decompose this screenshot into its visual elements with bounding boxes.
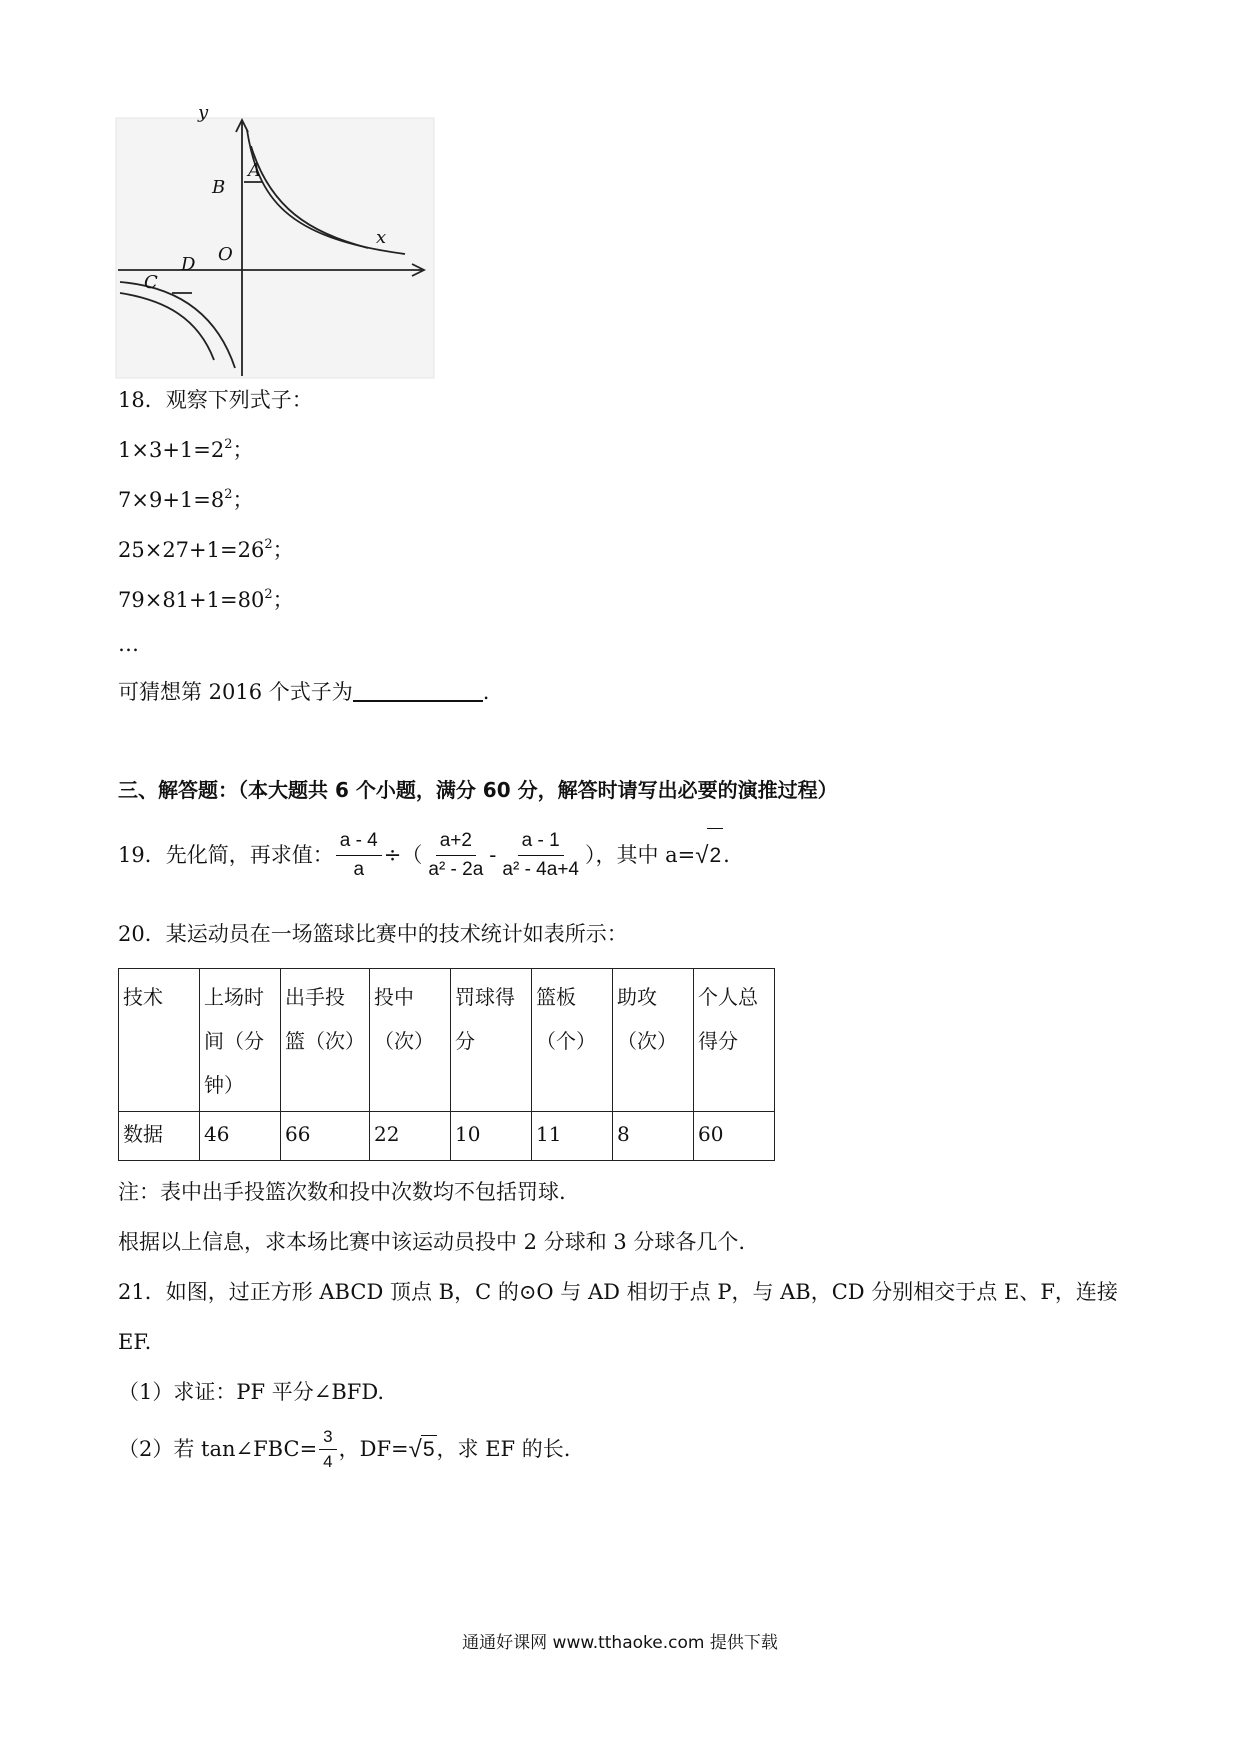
q20-stats-table: [118, 968, 775, 1161]
table-header-line: 得分: [698, 1029, 738, 1053]
q18-eq3-exp: 2: [264, 537, 273, 552]
q18-eq1-base: 1×3+1=2: [118, 438, 225, 462]
table-row: [119, 1112, 775, 1161]
q19-line: [118, 826, 730, 884]
q19-close: ），其中 a=: [584, 843, 696, 867]
q18-eq2: [118, 486, 254, 514]
q20-stem: 20．某运动员在一场篮球比赛中的技术统计如表所示：: [118, 922, 628, 946]
q21-fraction-denominator: 4: [323, 1451, 333, 1471]
q21-part1: （1）求证：PF 平分∠BFD.: [118, 1380, 385, 1404]
q18-eq2-base: 7×9+1=8: [118, 488, 225, 512]
table-header-line: 间（分: [204, 1029, 264, 1053]
sqrt-symbol-icon: √: [408, 1435, 422, 1463]
table-header-cell: [370, 969, 451, 1112]
table-cell: 22: [370, 1112, 451, 1161]
q19-f2-numerator: a+2: [436, 829, 476, 856]
q19-fraction-2: [424, 829, 487, 882]
q18-eq3-base: 25×27+1=26: [118, 538, 265, 562]
q21-fraction-numerator: 3: [319, 1427, 336, 1450]
section3-title: 三、解答题：（本大题共 6 个小题，满分 60 分，解答时请写出必要的演推过程）: [118, 778, 838, 802]
page-footer: 通通好课网 www.tthaoke.com 提供下载: [462, 1633, 778, 1653]
hyperbola-graph: [110, 108, 440, 380]
q19-f1-numerator: a - 4: [336, 829, 382, 856]
table-header-cell: [451, 969, 532, 1112]
table-header-label-text: 技术: [123, 985, 163, 1009]
q19-f3-numerator: a - 1: [518, 829, 564, 856]
table-header-line: 助攻: [617, 985, 657, 1009]
q21-sqrt: [409, 1435, 437, 1464]
hyperbola-figure: [110, 102, 440, 380]
table-header-line: （次）: [617, 1029, 677, 1053]
table-header-cell: [281, 969, 370, 1112]
table-cell: 10: [451, 1112, 532, 1161]
q19-f2-denominator: a² - 2a: [428, 858, 484, 880]
table-header-label: [119, 969, 200, 1112]
table-cell: 46: [200, 1112, 281, 1161]
label-c: C: [144, 272, 158, 293]
q18-eq4-base: 79×81+1=80: [118, 588, 265, 612]
q21-part2: [118, 1424, 570, 1474]
table-header-line: 个人总: [698, 985, 758, 1009]
q19-sqrt: [695, 828, 723, 883]
table-header-line: （个）: [536, 1029, 596, 1053]
q19-end: .: [723, 843, 730, 867]
label-a: A: [248, 160, 261, 181]
table-row-label: 数据: [119, 1112, 200, 1161]
table-header-line: 上场时: [204, 985, 264, 1009]
table-row: [119, 969, 775, 1112]
table-cell: 66: [281, 1112, 370, 1161]
q19-fraction-3: [498, 829, 583, 882]
sqrt-symbol-icon: √: [695, 841, 709, 869]
label-d: D: [181, 254, 196, 275]
table-header-line: 钟）: [204, 1073, 244, 1097]
q20-note: 注：表中出手投篮次数和投中次数均不包括罚球.: [118, 1180, 566, 1204]
table-header-line: 罚球得: [455, 985, 515, 1009]
q18-guess-end: .: [482, 680, 490, 704]
table-cell: 8: [613, 1112, 694, 1161]
table-header-cell: [200, 969, 281, 1112]
q19-prefix: 19．先化简，再求值：: [118, 843, 334, 867]
table-header-line: 篮板: [536, 985, 576, 1009]
q18-answer-blank[interactable]: [353, 678, 483, 702]
q18-eq3-end: ；: [272, 538, 294, 562]
table-header-line: 出手投: [285, 985, 345, 1009]
table-header-line: 投中: [374, 985, 414, 1009]
q21-part2-mid: ，DF=: [338, 1437, 409, 1461]
q19-f1-denominator: a: [353, 858, 365, 880]
table-header-cell: [532, 969, 613, 1112]
q18-eq4: [118, 586, 294, 614]
table-cell: 60: [694, 1112, 775, 1161]
q18-eq2-exp: 2: [224, 487, 233, 502]
table-header-line: 篮（次）: [285, 1029, 365, 1053]
q21-fraction: [319, 1427, 336, 1472]
q20-question: 根据以上信息，求本场比赛中该运动员投中 2 分球和 3 分球各几个.: [118, 1230, 746, 1254]
q18-stem: 18．观察下列式子：: [118, 388, 313, 412]
label-y: y: [198, 102, 209, 123]
q18-eq4-exp: 2: [264, 587, 273, 602]
q19-minus: -: [489, 843, 497, 867]
q18-eq4-end: ；: [272, 588, 294, 612]
table-header-line: 分: [455, 1029, 475, 1053]
q18-guess-text: 可猜想第 2016 个式子为: [118, 680, 353, 704]
table-header-line: （次）: [374, 1029, 434, 1053]
q19-divide: ÷（: [383, 843, 423, 867]
q18-eq1: [118, 436, 254, 464]
graph-background: [116, 118, 434, 378]
q18-ellipsis: …: [118, 632, 139, 656]
q21-line2: EF.: [118, 1330, 152, 1354]
q21-line1: 21．如图，过正方形 ABCD 顶点 B，C 的⊙O 与 AD 相切于点 P，与 AB，CD 分别相交于点 E、F，连接: [118, 1280, 1118, 1304]
q21-part2-end: ，求 EF 的长.: [436, 1437, 571, 1461]
table-header-cell: [613, 969, 694, 1112]
q19-sqrt-value: 2: [707, 828, 723, 883]
q18-eq1-exp: 2: [224, 437, 233, 452]
q18-eq2-end: ；: [232, 488, 254, 512]
q18-guess: [118, 678, 489, 706]
q21-part2-prefix: （2）若 tan∠FBC=: [118, 1437, 318, 1461]
q18-eq3: [118, 536, 294, 564]
q21-sqrt-value: 5: [421, 1435, 437, 1464]
q19-fraction-1: [336, 829, 382, 882]
table-cell: 11: [532, 1112, 613, 1161]
label-b: B: [212, 177, 226, 198]
q18-eq1-end: ；: [232, 438, 254, 462]
q19-f3-denominator: a² - 4a+4: [502, 858, 579, 880]
label-origin: O: [218, 244, 233, 265]
label-x: x: [376, 227, 387, 248]
table-header-cell: [694, 969, 775, 1112]
